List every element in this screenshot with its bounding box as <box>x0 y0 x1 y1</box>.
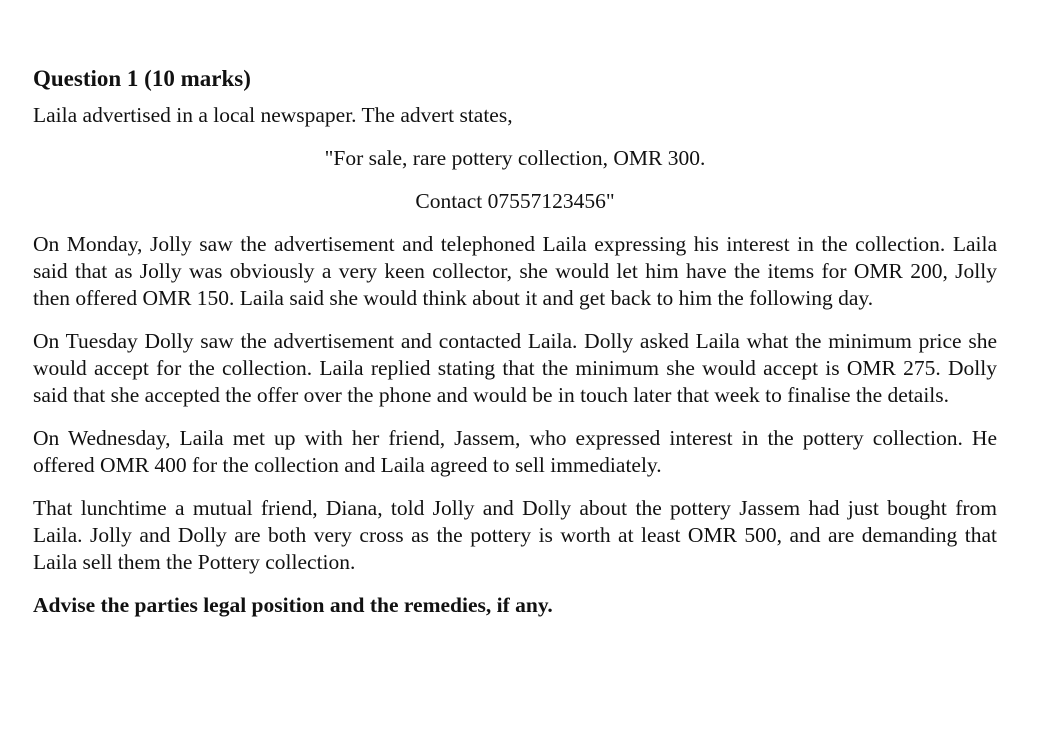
intro-paragraph: Laila advertised in a local newspaper. The advert states, <box>33 103 513 127</box>
advert-line-1: "For sale, rare pottery collection, OMR 300. <box>324 146 706 170</box>
advert-line-2: Contact 07557123456" <box>415 189 615 213</box>
paragraph-lunchtime: That lunchtime a mutual friend, Diana, told Jolly and Dolly about the pottery Jassem had just bought from Laila. Jolly and Dolly are both very cross as the pottery is worth at least OMR 500, and are demanding that Laila sell them the Pottery collection. <box>33 496 997 574</box>
question-title: Question 1 (10 marks) <box>33 66 251 91</box>
instruction-text: Advise the parties legal position and the remedies, if any. <box>33 593 553 617</box>
paragraph-monday: On Monday, Jolly saw the advertisement and telephoned Laila expressing his interest in the collection. Laila said that as Jolly was obviously a very keen collector, she would let him have the items for OMR 200, Jolly then offered OMR 150. Laila said she would think about it and get back to him the following day. <box>33 232 997 310</box>
paragraph-tuesday: On Tuesday Dolly saw the advertisement and contacted Laila. Dolly asked Laila what the minimum price she would accept for the collection. Laila replied stating that the minimum she would accept is OMR 275. Dolly said that she accepted the offer over the phone and would be in touch later that week to finalise the details. <box>33 329 997 407</box>
paragraph-wednesday: On Wednesday, Laila met up with her friend, Jassem, who expressed interest in the pottery collection. He offered OMR 400 for the collection and Laila agreed to sell immediately. <box>33 426 997 477</box>
